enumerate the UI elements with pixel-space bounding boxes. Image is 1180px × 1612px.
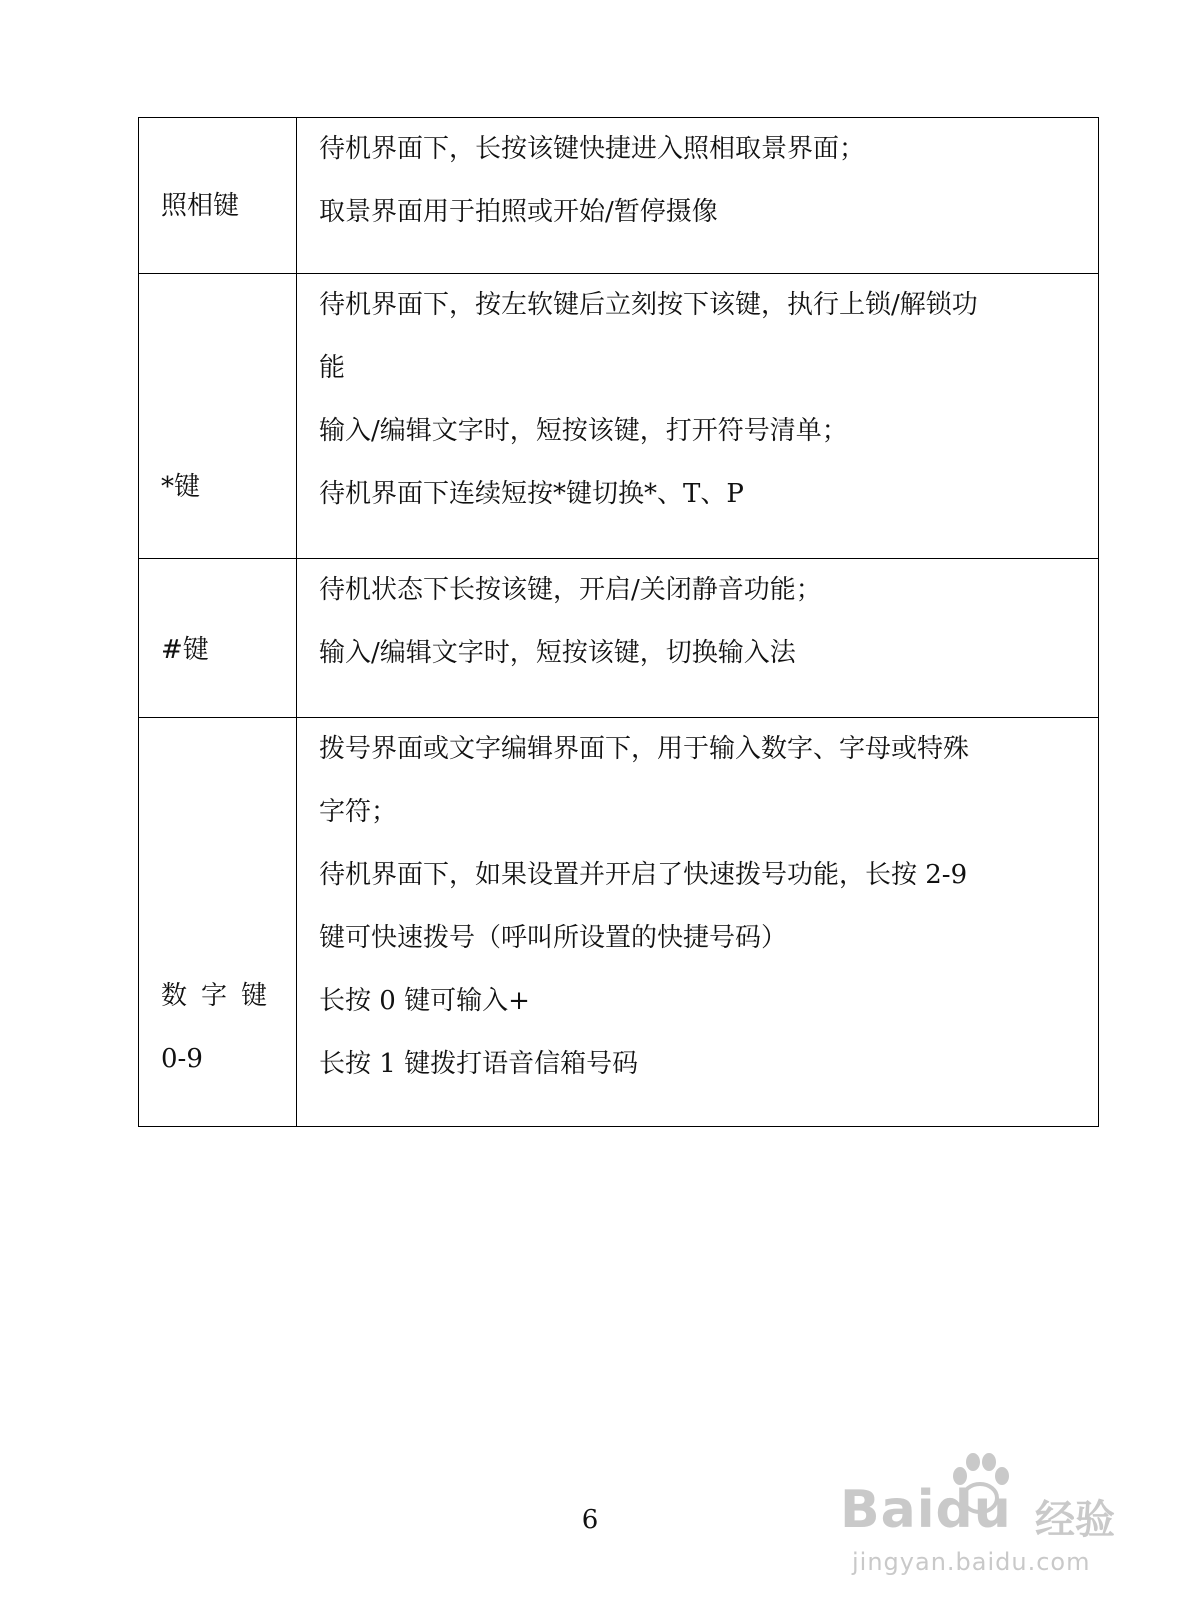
table-row-star-key — [139, 274, 1099, 559]
key-description-cell — [297, 118, 1099, 274]
table-row-hash-key — [139, 559, 1099, 718]
key-name: 照相键 — [161, 191, 240, 221]
key-function-table — [138, 117, 1099, 1127]
watermark-logo: Baidu — [840, 1480, 1012, 1540]
key-description-cell — [297, 718, 1099, 1127]
key-name: 数字键 — [161, 981, 282, 1011]
key-name-cell — [139, 118, 297, 274]
key-name-range: 0-9 — [161, 1044, 203, 1074]
description-line: 能 — [319, 353, 346, 383]
description-line: 长按 0 键可输入+ — [319, 986, 530, 1016]
description-line: 字符； — [319, 797, 398, 827]
description-line: 待机界面下，如果设置并开启了快速拨号功能，长按 2-9 — [319, 860, 968, 890]
baidu-jingyan-watermark — [840, 1450, 1140, 1590]
key-name: #键 — [161, 635, 209, 665]
description-line: 输入/编辑文字时，短按该键，打开符号清单； — [319, 416, 848, 446]
description-line: 取景界面用于拍照或开始/暂停摄像 — [319, 197, 718, 227]
description-line: 待机界面下，按左软键后立刻按下该键，执行上锁/解锁功 — [319, 290, 978, 320]
description-line: 待机界面下连续短按*键切换*、T、P — [319, 479, 744, 509]
description-line: 键可快速拨号（呼叫所设置的快捷号码） — [319, 923, 788, 953]
description-line: 待机界面下，长按该键快捷进入照相取景界面； — [319, 134, 866, 164]
watermark-product: 经验 — [1035, 1497, 1115, 1543]
key-description-cell — [297, 559, 1099, 718]
description-line: 长按 1 键拨打语音信箱号码 — [319, 1049, 639, 1079]
key-description-cell — [297, 274, 1099, 559]
watermark-url: jingyan.baidu.com — [852, 1548, 1091, 1576]
description-line: 拨号界面或文字编辑界面下，用于输入数字、字母或特殊 — [319, 734, 970, 764]
description-line: 待机状态下长按该键，开启/关闭静音功能； — [319, 575, 822, 605]
key-name: *键 — [161, 472, 201, 502]
page-number: 6 — [581, 1505, 599, 1535]
key-name-cell — [139, 559, 297, 718]
key-name-cell — [139, 274, 297, 559]
key-name-cell — [139, 718, 297, 1127]
description-line: 输入/编辑文字时，短按该键，切换输入法 — [319, 638, 796, 668]
table-row-camera-key — [139, 118, 1099, 274]
table-row-number-keys — [139, 718, 1099, 1127]
